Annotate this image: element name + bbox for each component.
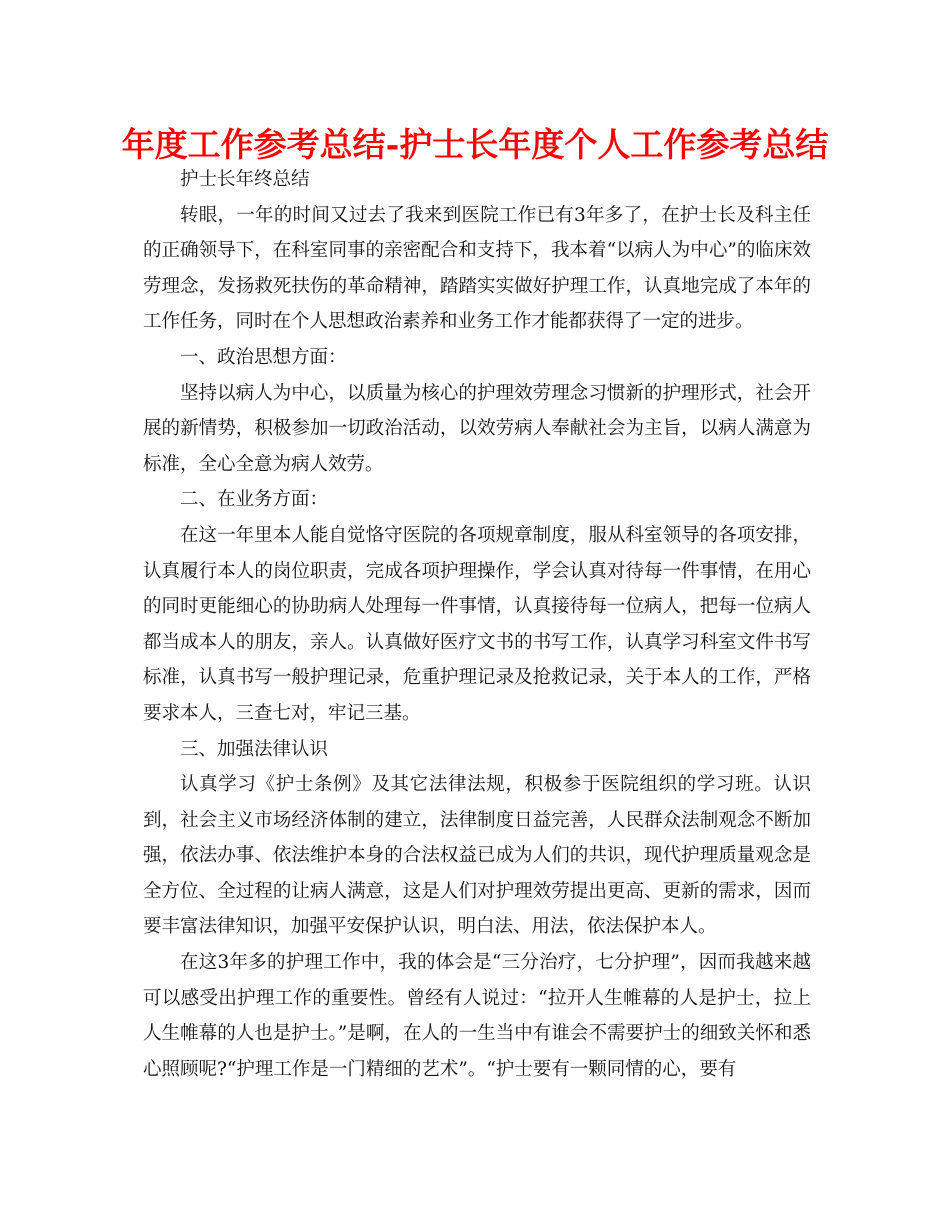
- paragraph-intro: 转眼，一年的时间又过去了我来到医院工作已有3年多了，在护士长及科主任的正确领导下，在科室同事的亲密配合和支持下，我本着“以病人为中心”的临床效劳理念，发扬救死扶伤的革命精神，踏踏实实做好护理工作，认真地完成了本年的工作任务，同时在个人思想政治素养和业务工作才能都获得了一定的进步。: [143, 204, 811, 333]
- paragraph-politics: 坚持以病人为中心，以质量为核心的护理效劳理念习惯新的护理形式，社会开展的新情势，积极参加一切政治活动，以效劳病人奉献社会为主旨，以病人满意为标准，全心全意为病人效劳。: [143, 382, 811, 475]
- section-heading-law: 三、加强法律认识: [180, 738, 329, 760]
- paragraph-subtitle: 护士长年终总结: [180, 169, 310, 190]
- document-title: 年度工作参考总结-护士长年度个人工作参考总结: [121, 125, 829, 164]
- document-body: [143, 162, 811, 1087]
- section-heading-business: 二、在业务方面：: [180, 489, 329, 511]
- paragraph-business: 在这一年里本人能自觉恪守医院的各项规章制度，服从科室领导的各项安排，认真履行本人的岗位职责，完成各项护理操作，学会认真对待每一件事情，在用心的同时更能细心的协助病人处理每一件事情，认真接待每一位病人，把每一位病人都当成本人的朋友，亲人。认真做好医疗文书的书写工作，认真学习科室文件书写标准，认真书写一般护理记录，危重护理记录及抢救记录，关于本人的工作，严格要求本人，三查七对，牢记三基。: [143, 524, 811, 724]
- section-heading-politics: 一、政治思想方面：: [180, 346, 347, 368]
- paragraph-law: 认真学习《护士条例》及其它法律法规，积极参于医院组织的学习班。认识到，社会主义市场经济体制的建立，法律制度日益完善，人民群众法制观念不断加强，依法办事、依法维护本身的合法权益已成为人们的共识，现代护理质量观念是全方位、全过程的让病人满意，这是人们对护理效劳提出更高、更新的需求，因而要丰富法律知识，加强平安保护认识，明白法、用法，依法保护本人。: [143, 774, 811, 938]
- paragraph-experience: 在这3年多的护理工作中，我的体会是“三分治疗，七分护理”，因而我越来越可以感受出护理工作的重要性。曾经有人说过：“拉开人生帷幕的人是护士，拉上人生帷幕的人也是护士。”是啊，在人的一生当中有谁会不需要护士的细致关怀和悉心照顾呢?“护理工作是一门精细的艺术”。“护士要有一颗同情的心，要有: [143, 952, 811, 1080]
